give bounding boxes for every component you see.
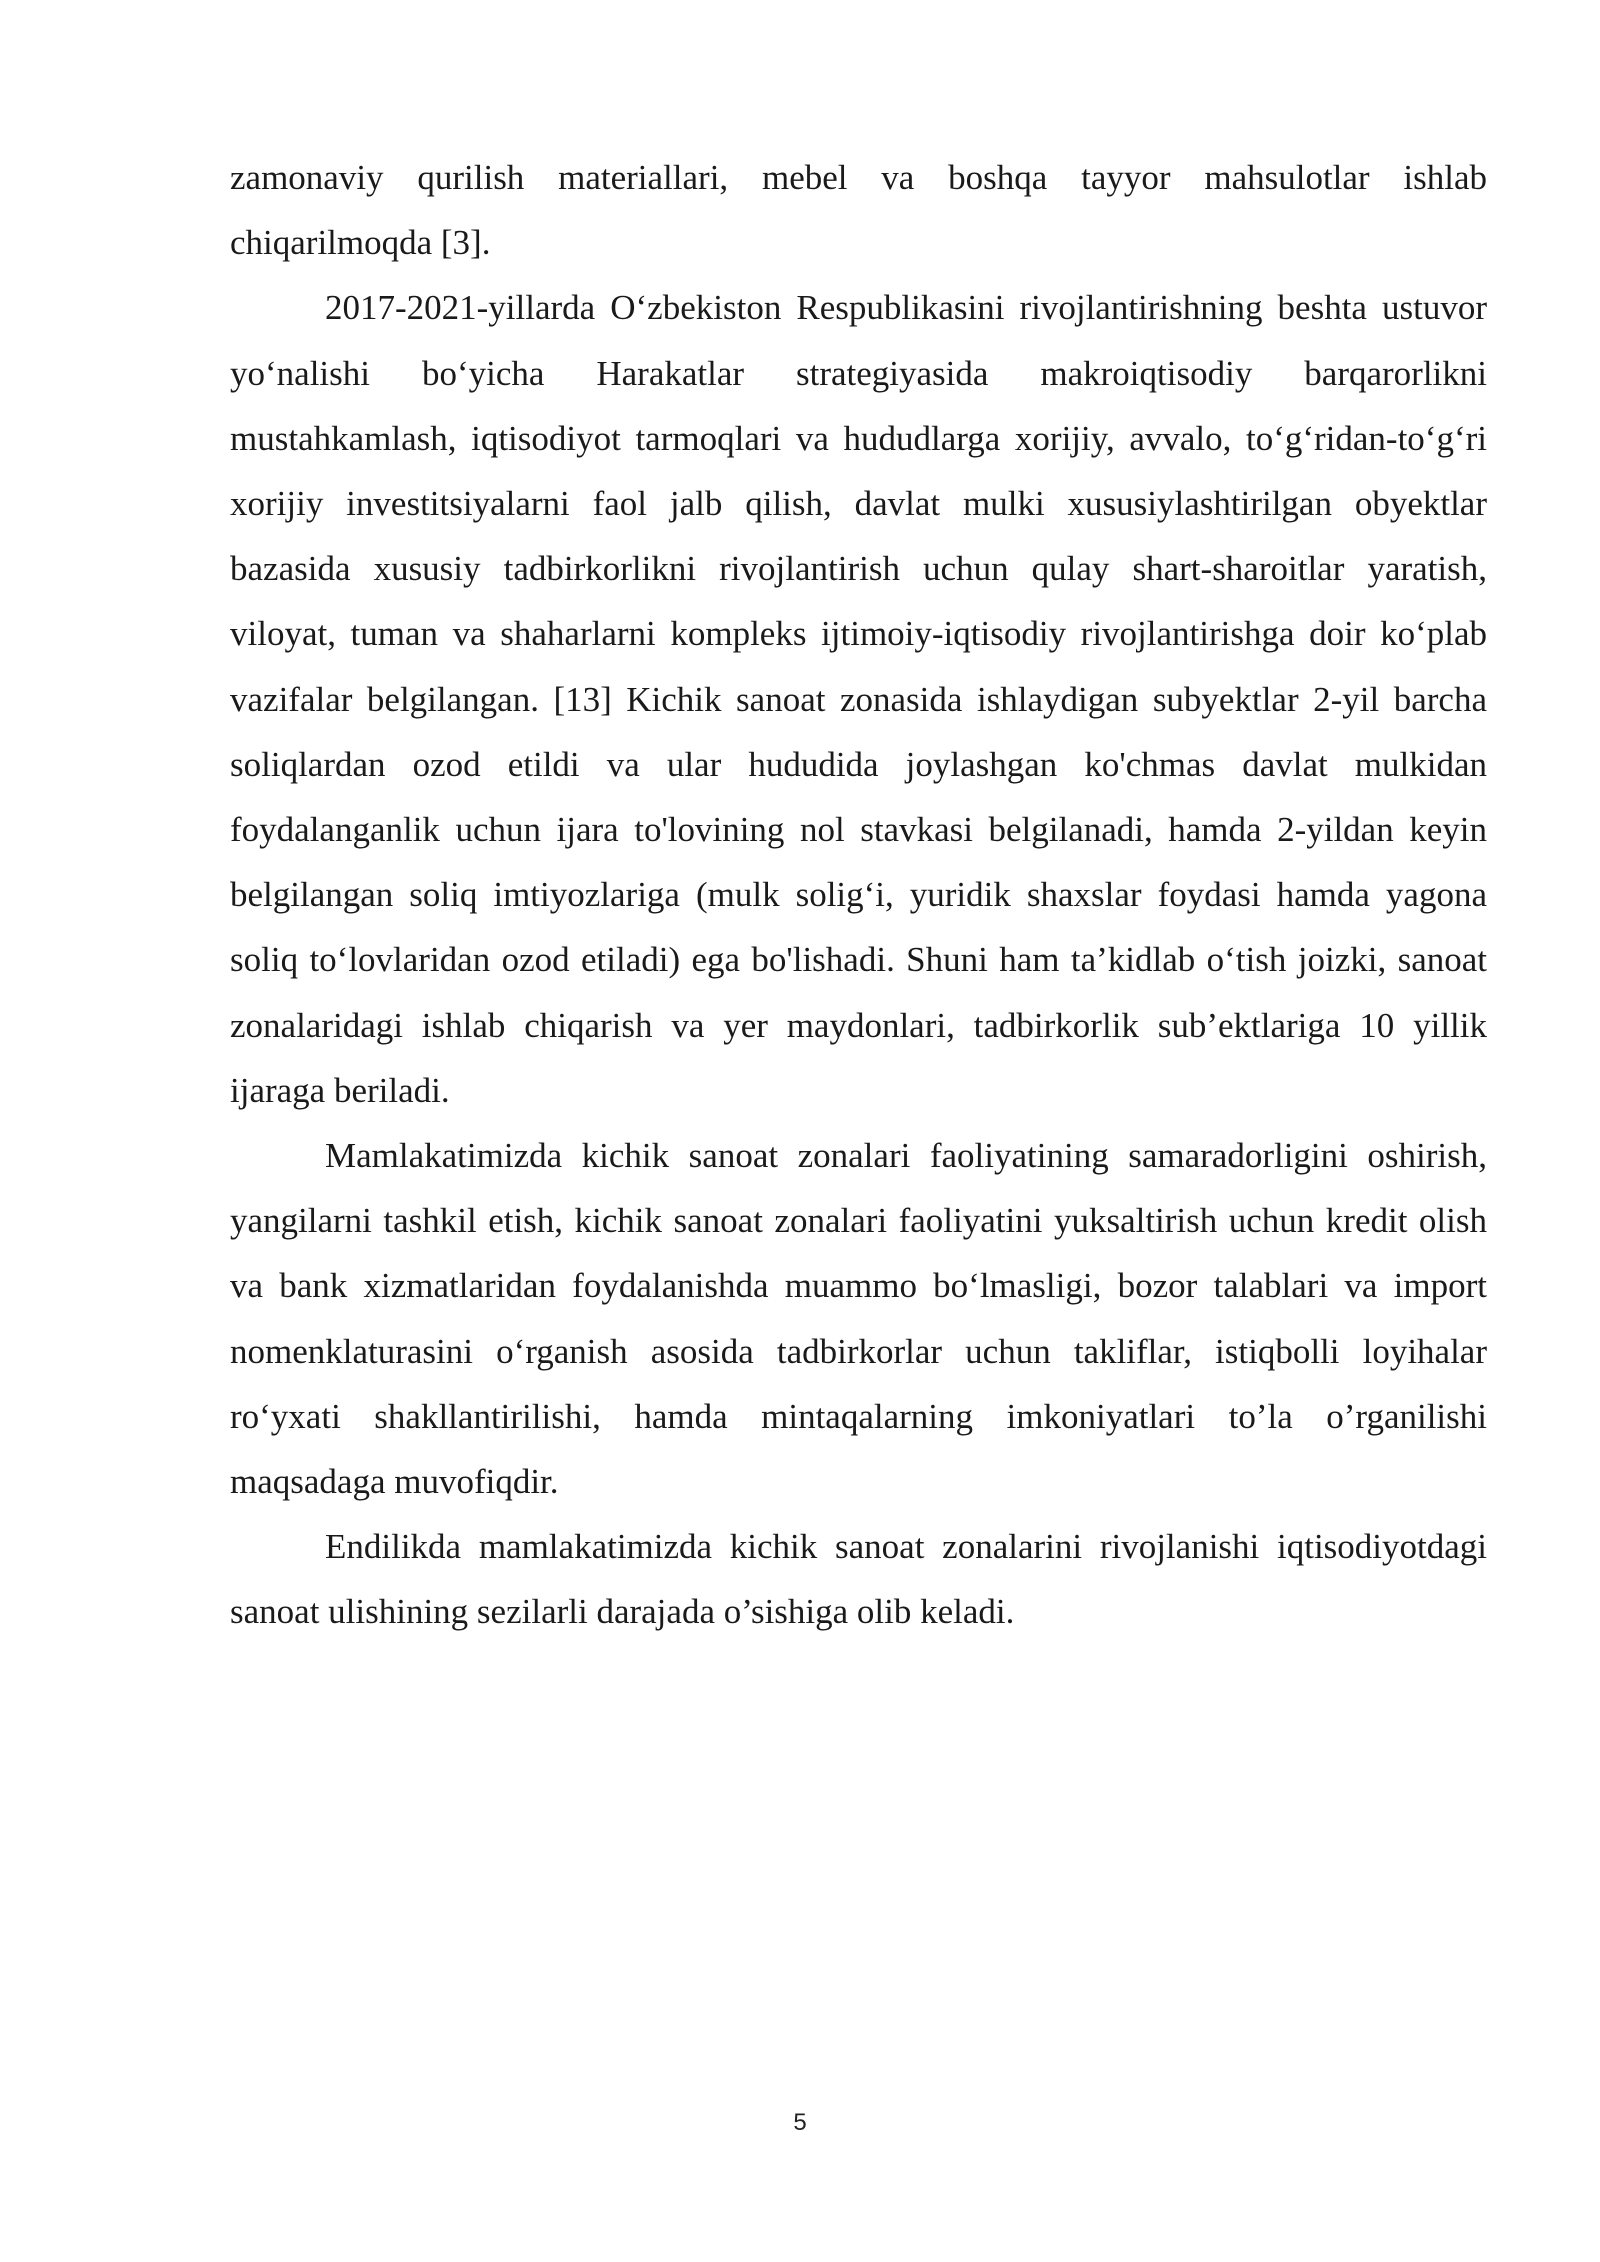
paragraph-continuation: zamonaviy qurilish materiallari, mebel va boshqa tayyor mahsulotlar ishlab chiqarilmoqda [3]. [230,158,1487,263]
paragraph-conclusion: Endilikda mamlakatimizda kichik sanoat zonalarini rivojlanishi iqtisodiyotdagi sanoat ulishining sezilarli darajada o’sishiga olib keladi. [230,1527,1487,1632]
page-number: 5 [793,2109,807,2136]
body-text [230,145,1487,1645]
paragraph-efficiency: Mamlakatimizda kichik sanoat zonalari faoliyatining samaradorligini oshirish, yangilarni tashkil etish, kichik sanoat zonalari faoliyatini yuksaltirish uchun kredit olish va bank xizmatlaridan foydalanishda muammo bo‘lmasligi, bozor talablari va import nomenklaturasini o‘rganish asosida tadbirkorlar uchun takliflar, istiqbolli loyihalar ro‘yxati shakllantirilishi, hamda mintaqalarning imkoniyatlari to’la o’rganilishi maqsadaga muvofiqdir. [230,1136,1487,1502]
paragraph-strategy: 2017-2021-yillarda O‘zbekiston Respublikasini rivojlantirishning beshta ustuvor yo‘nalishi bo‘yicha Harakatlar strategiyasida makroiqtisodiy barqarorlikni mustahkamlash, iqtisodiyot tarmoqlari va hududlarga xorijiy, avvalo, to‘g‘ridan-to‘g‘ri xorijiy investitsiyalarni faol jalb qilish, davlat mulki xususiylashtirilgan obyektlar bazasida xususiy tadbirkorlikni rivojlantirish uchun qulay shart-sharoitlar yaratish, viloyat, tuman va shaharlarni kompleks ijtimoiy-iqtisodiy rivojlantirishga doir ko‘plab vazifalar belgilangan. [13] Kichik sanoat zonasida ishlaydigan subyektlar 2-yil barcha soliqlardan ozod etildi va ular hududida joylashgan ko'chmas davlat mulkidan foydalanganlik uchun ijara to'lovining nol stavkasi belgilanadi, hamda 2-yildan keyin belgilangan soliq imtiyozlariga (mulk solig‘i, yuridik shaxslar foydasi hamda yagona soliq to‘lovlaridan ozod etiladi) ega bo'lishadi. Shuni ham ta’kidlab o‘tish joizki, sanoat zonalaridagi ishlab chiqarish va yer maydonlari, tadbirkorlik sub’ektlariga 10 yillik ijaraga beriladi. [230,288,1487,1110]
